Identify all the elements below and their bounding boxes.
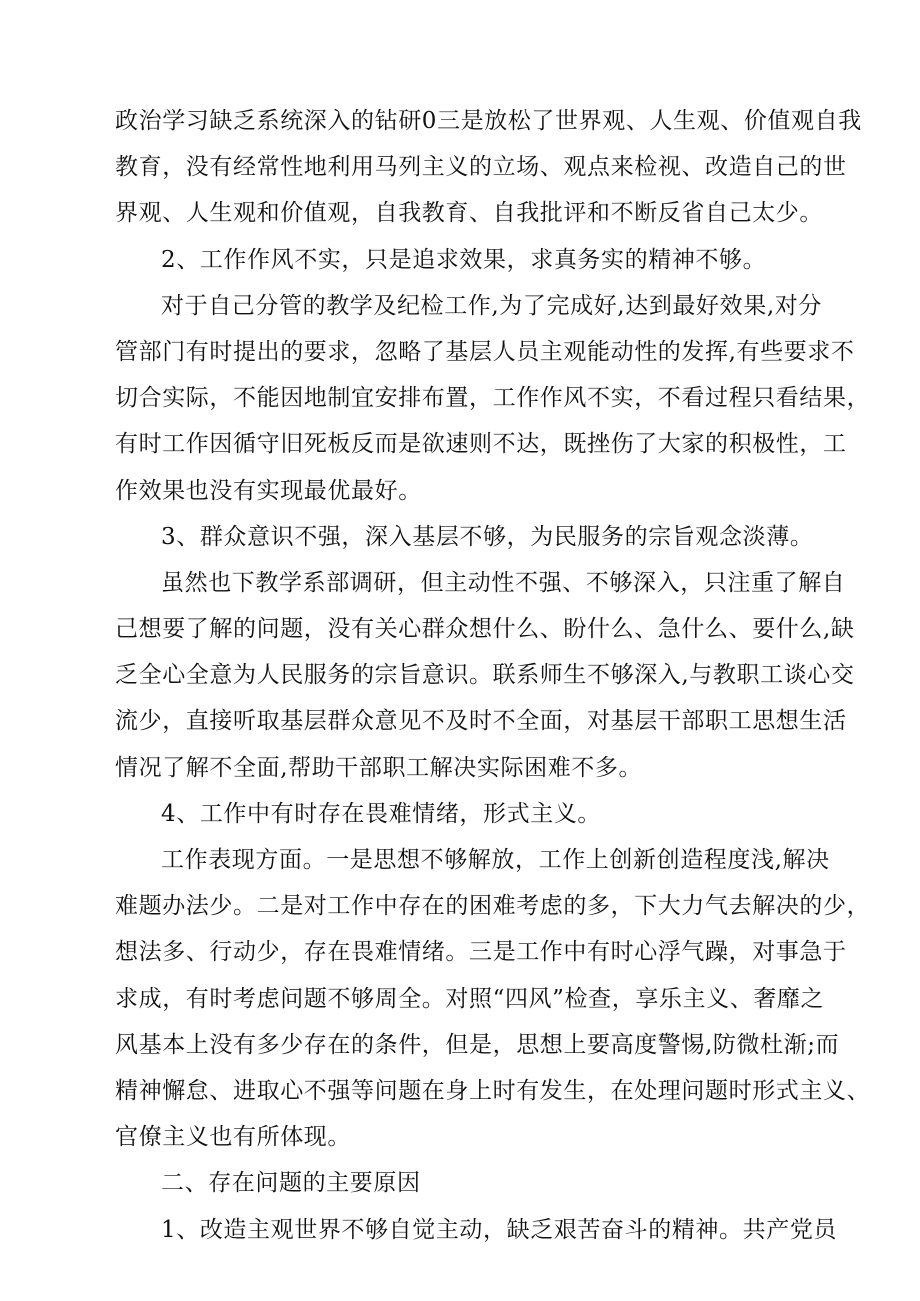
text-line: 求成，有时考虑问题不够周全。对照“四风”检查，享乐主义、奢靡之 bbox=[115, 985, 825, 1012]
text-line: 情况了解不全面,帮助干部职工解决实际困难不多。 bbox=[115, 754, 643, 781]
section-heading: 1、改造主观世界不够自觉主动，缺乏艰苦奋斗的精神。共产党员 bbox=[161, 1216, 838, 1243]
text-line: 想法多、行动少，存在畏难情绪。三是工作中有时心浮气躁，对事急于 bbox=[115, 939, 847, 966]
section-heading: 二、存在问题的主要原因 bbox=[161, 1170, 421, 1197]
text-line: 切合实际，不能因地制宜安排布置，工作作风不实，不看过程只看结果， bbox=[115, 385, 871, 412]
document-body bbox=[115, 98, 871, 1253]
text-line: 难题办法少。二是对工作中存在的困难考虑的多，下大力气去解决的少， bbox=[115, 893, 871, 920]
text-line: 精神懈怠、进取心不强等问题在身上时有发生，在处理问题时形式主义、 bbox=[115, 1077, 871, 1104]
text-line: 对于自己分管的教学及纪检工作,为了完成好,达到最好效果,对分 bbox=[161, 292, 822, 319]
text-line: 政治学习缺乏系统深入的钻研0三是放松了世界观、人生观、价值观自我 bbox=[115, 108, 862, 134]
text-line: 官僚主义也有所体现。 bbox=[115, 1124, 351, 1151]
text-line: 流少，直接听取基层群众意见不及时不全面，对基层干部职工思想生活 bbox=[115, 708, 847, 735]
section-heading: 3、群众意识不强，深入基层不够，为民服务的宗旨观念淡薄。 bbox=[161, 523, 814, 550]
text-line: 有时工作因循守旧死板反而是欲速则不达，既挫伤了大家的积极性，工 bbox=[115, 431, 847, 458]
section-heading: 2、工作作风不实，只是追求效果，求真务实的精神不够。 bbox=[161, 246, 767, 273]
text-line: 乏全心全意为人民服务的宗旨意识。联系师生不够深入,与教职工谈心交 bbox=[115, 662, 855, 689]
text-line: 界观、人生观和价值观，自我教育、自我批评和不断反省自己太少。 bbox=[115, 200, 823, 227]
text-line: 教育，没有经常性地利用马列主义的立场、观点来检视、改造自己的世 bbox=[115, 154, 847, 181]
text-line: 己想要了解的问题，没有关心群众想什么、盼什么、急什么、要什么,缺 bbox=[115, 616, 855, 643]
text-line: 作效果也没有实现最优最好。 bbox=[115, 477, 422, 504]
text-line: 虽然也下教学系部调研，但主动性不强、不够深入，只注重了解自 bbox=[161, 569, 846, 596]
text-line: 工作表现方面。一是思想不够解放，工作上创新创造程度浅,解决 bbox=[161, 847, 830, 873]
section-heading: 4、工作中有时存在畏难情绪，形式主义。 bbox=[161, 800, 602, 827]
text-line: 管部门有时提出的要求，忽略了基层人员主观能动性的发挥,有些要求不 bbox=[115, 338, 855, 365]
text-line: 风基本上没有多少存在的条件，但是，思想上要高度警惕,防微杜渐;而 bbox=[115, 1031, 840, 1058]
